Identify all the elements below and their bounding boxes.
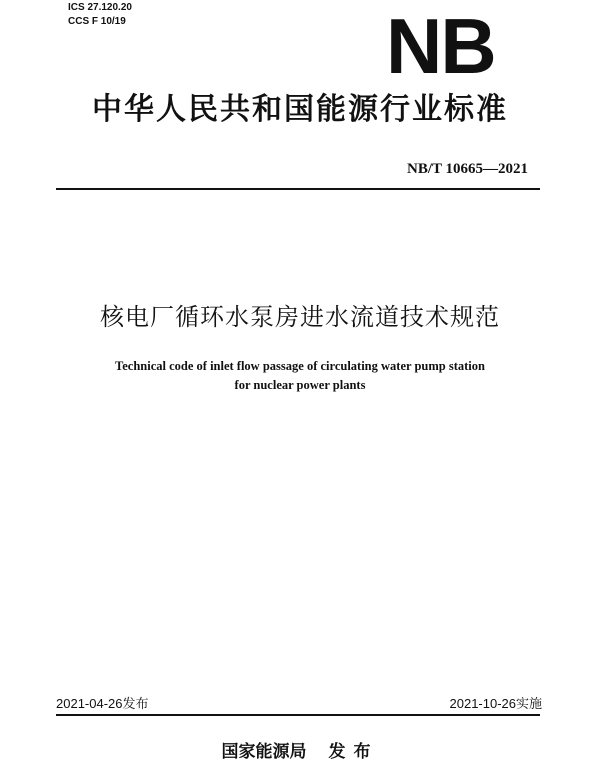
publish-action: 发布 <box>328 742 379 762</box>
ics-code: ICS 27.120.20 <box>68 2 132 13</box>
standard-category-title: 中华人民共和国能源行业标准 <box>92 92 508 127</box>
header-divider <box>56 188 540 190</box>
standard-number: NB/T 10665—2021 <box>407 161 528 177</box>
ccs-code: CCS F 10/19 <box>68 16 126 27</box>
publisher-name: 国家能源局 <box>221 742 307 762</box>
chinese-title: 核电厂循环水泵房进水流道技术规范 <box>100 303 500 331</box>
implementation-date: 2021-10-26实施 <box>449 696 542 711</box>
nb-logo: NB <box>386 2 495 90</box>
english-title-line-2: for nuclear power plants <box>234 378 366 392</box>
english-title-line-1: Technical code of inlet flow passage of circulating water pump station <box>115 359 485 373</box>
publisher-line <box>0 741 600 763</box>
footer-divider <box>56 714 540 716</box>
issue-date: 2021-04-26发布 <box>56 696 149 711</box>
